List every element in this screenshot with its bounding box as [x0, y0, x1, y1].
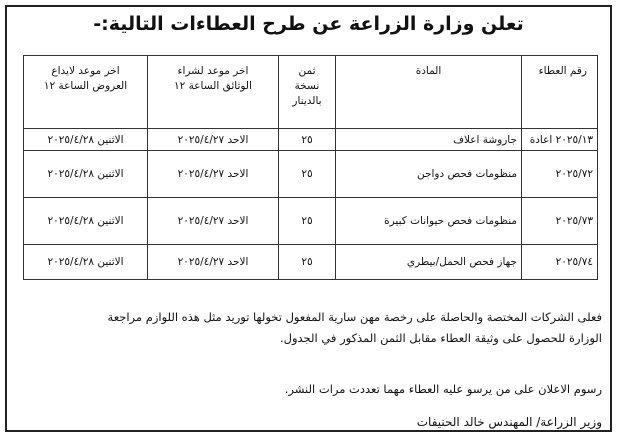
tender-price: ٢٥ — [279, 151, 336, 198]
table-header-row — [24, 56, 598, 129]
tenders-table — [23, 55, 598, 280]
header-price-line: بالدينار — [292, 95, 322, 108]
table-row — [24, 151, 598, 198]
header-material: المادة — [336, 56, 522, 129]
fees-paragraph: رسوم الاعلان على من يرسو عليه العطاء مهما تعددت مرات النشر. — [284, 382, 602, 396]
table-row — [24, 129, 598, 151]
eligibility-paragraph — [13, 310, 602, 346]
header-docs-line: اخر موعد لشراء — [177, 65, 249, 77]
bids-deadline: الاثنين ٢٠٢٥/٤/٢٨ — [24, 245, 148, 280]
tender-material: منظومات فحص حيوانات كبيرة — [336, 198, 522, 245]
tender-announcement — [5, 5, 612, 432]
table-row — [24, 245, 598, 280]
docs-deadline: الاحد ٢٠٢٥/٤/٢٧ — [148, 129, 279, 151]
header-copy-price — [279, 56, 336, 129]
announcement-title: تعلن وزارة الزراعة عن طرح العطاءات التالية:- — [93, 13, 524, 35]
header-docs-deadline — [148, 56, 279, 129]
table-row — [24, 198, 598, 245]
paragraph-line: فعلى الشركات المختصة والحاصلة على رخصة مهن سارية المفعول تخولها توريد مثل هذه اللوازم مراجعة — [107, 310, 602, 324]
bids-deadline: الاثنين ٢٠٢٥/٤/٢٨ — [24, 151, 148, 198]
header-price-line: ثمن — [298, 65, 316, 77]
header-docs-line: الوثائق الساعة ١٢ — [174, 80, 252, 93]
tender-number: ٢٠٢٥/٧٣ — [522, 198, 598, 245]
tender-number: ٢٠٢٥/٧٢ — [522, 151, 598, 198]
header-tender-number: رقم العطاء — [522, 56, 598, 129]
header-bids-deadline — [24, 56, 148, 129]
tender-material: جهاز فحص الحمل/بيطري — [336, 245, 522, 280]
header-bids-line: اخر موعد لايداع — [51, 65, 120, 77]
tender-price: ٢٥ — [279, 129, 336, 151]
tender-price: ٢٥ — [279, 245, 336, 280]
bids-deadline: الاثنين ٢٠٢٥/٤/٢٨ — [24, 129, 148, 151]
signature: وزير الزراعة/ المهندس خالد الحنيفات — [416, 415, 602, 429]
tender-number: ٢٠٢٥/٧٤ — [522, 245, 598, 280]
tender-material: منظومات فحص دواجن — [336, 151, 522, 198]
header-bids-line: العروض الساعة ١٢ — [43, 80, 128, 93]
tender-material: جاروشة اعلاف — [336, 129, 522, 151]
docs-deadline: الاحد ٢٠٢٥/٤/٢٧ — [148, 198, 279, 245]
docs-deadline: الاحد ٢٠٢٥/٤/٢٧ — [148, 151, 279, 198]
paragraph-line: الوزارة للحصول على وثيقة العطاء مقابل الثمن المذكور في الجدول. — [279, 330, 602, 345]
header-price-line: نسخة — [294, 80, 320, 93]
tender-number: ٢٠٢٥/١٣ اعادة — [522, 129, 598, 151]
tender-price: ٢٥ — [279, 198, 336, 245]
bids-deadline: الاثنين ٢٠٢٥/٤/٢٨ — [24, 198, 148, 245]
docs-deadline: الاحد ٢٠٢٥/٤/٢٧ — [148, 245, 279, 280]
